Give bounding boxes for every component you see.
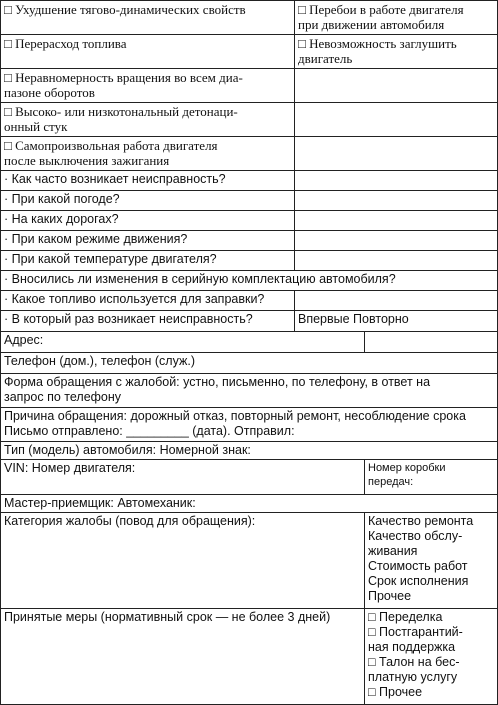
vin-field: VIN: Номер двигателя: [1,460,365,495]
symptom-misfire-cell [295,1,498,35]
blank-cell [295,137,498,171]
symptom-rotation: □ Неравномерность вращения во всем диа- пазоне оборотов [4,70,243,100]
answer-weather [295,191,498,211]
vehicle-type-field: Тип (модель) автомобиля: Номерной знак: [1,442,498,460]
staff-field: Мастер-приемщик: Автомеханик: [1,495,498,513]
symptom-misfire: □ Перебои в работе двигателя при движении автомобиля [298,2,464,32]
symptom-knock-cell [1,103,295,137]
answer-roads [295,211,498,231]
question-modifications: · Вносились ли изменения в серийную комплектацию автомобиля? [1,271,498,291]
symptom-shutdown-cell [295,35,498,69]
phone-field: Телефон (дом.), телефон (служ.) [1,353,498,374]
measures-field: Принятые меры (нормативный срок — не более 3 дней) [1,609,365,705]
question-occurrence: · В который раз возникает неисправность? [1,311,295,332]
symptom-dieseling-cell [1,137,295,171]
complaint-category-field: Категория жалобы (повод для обращения): [1,513,365,609]
symptom-traction-cell [1,1,295,35]
symptom-dieseling: □ Самопроизвольная работа двигателя после выключения зажигания [4,138,218,168]
answer-driving-mode [295,231,498,251]
question-roads: · На каких дорогах? [1,211,295,231]
address-field: Адрес: [1,332,365,353]
symptom-knock: □ Высоко- или низкотональный детонаци- онный стук [4,104,238,134]
symptom-fuel-cell [1,35,295,69]
answer-engine-temp [295,251,498,271]
measures-options: □ Переделка □ Постгарантий- ная поддержка □ Талон на бес- платную услугу □ Прочее [365,609,498,705]
symptom-rotation-cell [1,69,295,103]
question-fuel-type: · Какое топливо используется для заправки? [1,291,295,311]
symptom-traction: □ Ухудшение тягово-динамических свойств [4,2,246,17]
question-frequency: · Как часто возникает неисправность? [1,171,295,191]
symptom-fuel: □ Перерасход топлива [4,36,127,51]
reason-field: Причина обращения: дорожный отказ, повторный ремонт, несоблюдение срока Письмо отправлено: _________ (дата). Отправил: [1,408,498,442]
blank-cell [365,332,498,353]
gearbox-number-field: Номер коробки передач: [365,460,498,495]
answer-frequency [295,171,498,191]
answer-occurrence: Впервые Повторно [295,311,498,332]
complaint-form-field: Форма обращения с жалобой: устно, письменно, по телефону, в ответ на запрос по телефону [1,374,498,408]
answer-fuel-type [295,291,498,311]
question-driving-mode: · При каком режиме движения? [1,231,295,251]
question-weather: · При какой погоде? [1,191,295,211]
question-engine-temp: · При какой температуре двигателя? [1,251,295,271]
blank-cell [295,103,498,137]
blank-cell [295,69,498,103]
symptom-shutdown: □ Невозможность заглушить двигатель [298,36,457,66]
complaint-category-options: Качество ремонта Качество обслу- живания Стоимость работ Срок исполнения Прочее [365,513,498,609]
